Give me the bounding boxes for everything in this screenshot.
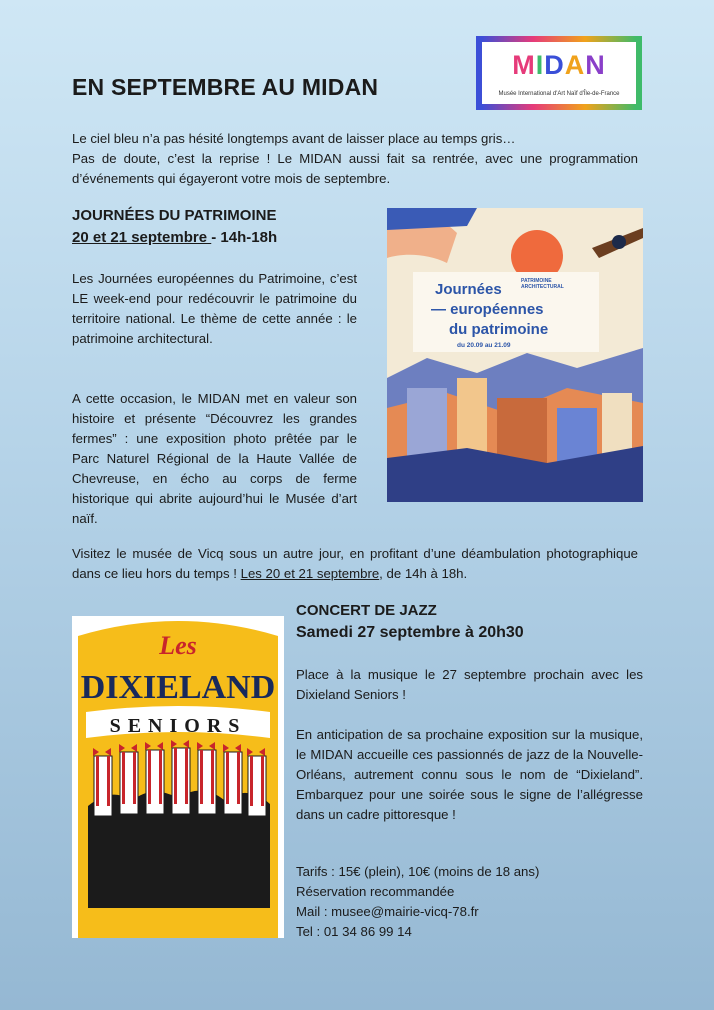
intro-line-2: Pas de doute, c’est la reprise ! Le MIDAN aussi fait sa rentrée, avec une programmation d’événements qui égayeront votre mois de septembre. xyxy=(72,151,638,186)
logo-letter: A xyxy=(564,50,586,80)
dixieland-illustration xyxy=(72,616,284,938)
poster-title-2: — européennes xyxy=(431,301,544,318)
jep-visit-a: Visitez le musée de Vicq sous un autre jour, en profitant d’une déambulation photographique dans ce lieu hors du temps ! xyxy=(72,546,638,581)
jep-paragraph-1: Les Journées européennes du Patrimoine, c’est LE week-end pour redécouvrir le patrimoine du territoire national. Le thème de cette année : le patrimoine architectural. xyxy=(72,271,357,346)
jep-visit-b: , de 14h à 18h. xyxy=(379,566,468,581)
midan-logo xyxy=(476,36,642,110)
jep-time: - 14h-18h xyxy=(211,229,278,246)
intro-text xyxy=(72,129,638,189)
logo-word xyxy=(482,50,636,81)
jep-poster-image xyxy=(387,208,643,502)
jazz-prices: Tarifs : 15€ (plein), 10€ (moins de 18 ans) xyxy=(296,864,540,879)
jazz-phone[interactable]: Tel : 01 34 86 99 14 xyxy=(296,924,412,939)
jep-date-link: 20 et 21 septembre xyxy=(72,229,212,246)
jazz-paragraph-1: Place à la musique le 27 septembre prochain avec les Dixieland Seniors ! xyxy=(296,667,643,702)
jazz-email[interactable]: Mail : musee@mairie-vicq-78.fr xyxy=(296,904,479,919)
jep-visit-text xyxy=(72,544,638,584)
jep-heading: JOURNÉES DU PATRIMOINE xyxy=(72,207,277,224)
jazz-info xyxy=(296,862,643,942)
jazz-heading: CONCERT DE JAZZ xyxy=(296,602,437,619)
page-title: EN SEPTEMBRE AU MIDAN xyxy=(72,74,379,100)
jazz-paragraph-2: En anticipation de sa prochaine exposition sur la musique, le MIDAN accueille ces passionnés de jazz de la Nouvelle-Orléans, autrement connu sous le nom de “Dixieland”. Embarquez pour une soirée sous le signe de l’allégresse dans un cadre pittoresque ! xyxy=(296,727,643,822)
poster-illustration xyxy=(387,208,643,502)
intro-line-1: Le ciel bleu n’a pas hésité longtemps avant de laisser place au temps gris… xyxy=(72,131,516,146)
poster-title-1: Journées xyxy=(435,281,502,298)
poster-title-3: du patrimoine xyxy=(449,321,549,338)
dixieland-poster-image xyxy=(72,616,284,938)
logo-letter: N xyxy=(585,50,606,80)
poster-tag-1: PATRIMOINE xyxy=(521,278,552,284)
logo-letter: M xyxy=(512,50,536,80)
jep-paragraph-2: A cette occasion, le MIDAN met en valeur son histoire et présente “Découvrez les grandes fermes” : une exposition photo prêtée par le Parc Naturel Régional de la Haute Vallée de Chevreuse, en écho au corps de ferme historique qui abrite aujourd’hui le Musée d’art naïf. xyxy=(72,391,357,526)
poster-tag-2: ARCHITECTURAL xyxy=(521,284,564,290)
jep-date xyxy=(72,227,277,249)
dixie-les: Les xyxy=(159,631,197,660)
jazz-reservation: Réservation recommandée xyxy=(296,884,455,899)
logo-subtitle: Musée International d'Art Naïf d'Île-de-France xyxy=(498,91,620,97)
logo-letter: D xyxy=(544,50,565,80)
jep-visit-dates: Les 20 et 21 septembre xyxy=(240,566,380,581)
jazz-date: Samedi 27 septembre à 20h30 xyxy=(296,624,524,641)
logo-letter: I xyxy=(535,50,545,80)
dixie-seniors: SENIORS xyxy=(109,715,247,737)
dixie-dixieland: DIXIELAND xyxy=(80,669,276,706)
poster-dates: du 20.09 au 21.09 xyxy=(457,342,511,349)
